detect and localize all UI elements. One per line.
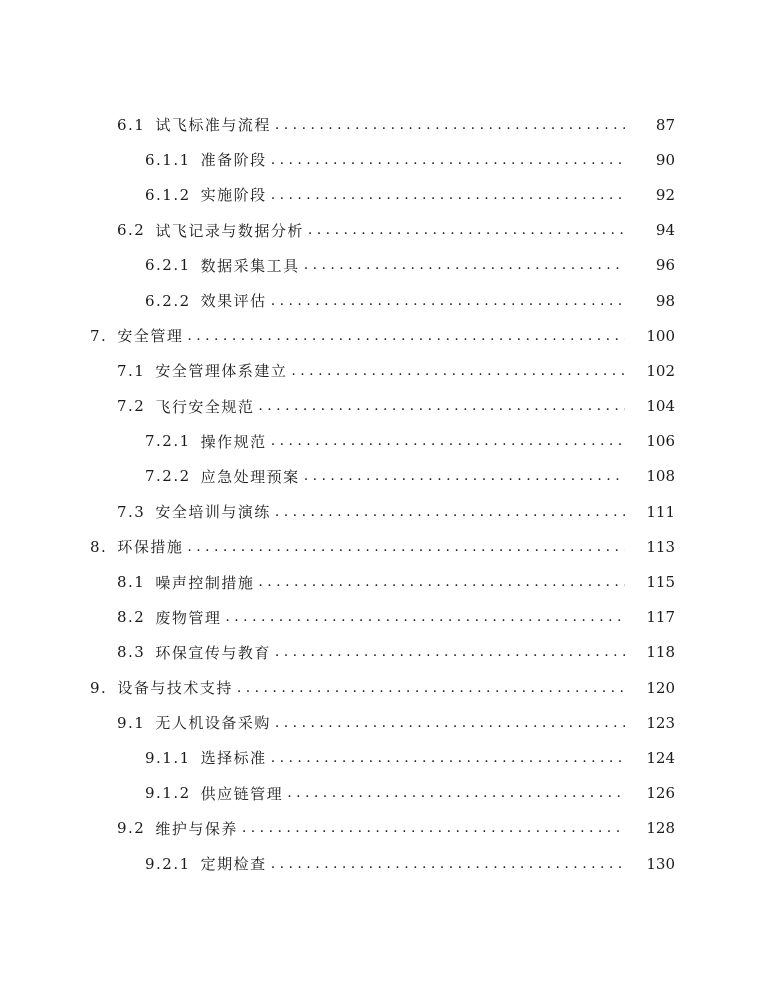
toc-entry-title: 数据采集工具 — [200, 256, 300, 275]
dot-leader — [275, 715, 625, 731]
toc-entry[interactable] — [0, 776, 765, 811]
toc-page-number: 104 — [646, 397, 675, 416]
toc-page-number: 90 — [655, 150, 675, 169]
toc-page-number: 115 — [646, 573, 675, 592]
toc-page-number: 87 — [655, 115, 675, 134]
toc-page-number: 111 — [646, 502, 675, 521]
toc-entry-title: 设备与技术支持 — [117, 679, 233, 698]
dot-leader — [258, 574, 625, 590]
toc-entry-number: 9.2.1 — [145, 854, 191, 873]
toc-entry-title: 定期检查 — [200, 855, 267, 874]
toc-entry-number: 6.2.2 — [145, 291, 191, 310]
dot-leader — [271, 750, 625, 766]
toc-entry-number: 6.1.2 — [145, 185, 191, 204]
toc-entry-title: 噪声控制措施 — [155, 573, 255, 592]
dot-leader — [271, 152, 625, 168]
dot-leader — [291, 363, 625, 379]
toc-entry-number: 7.2 — [117, 397, 146, 416]
toc-page-number: 108 — [646, 467, 675, 486]
dot-leader — [225, 609, 625, 625]
toc-entry-number: 7.2.2 — [145, 467, 191, 486]
toc-page-number: 92 — [655, 185, 675, 204]
toc-entry-title: 实施阶段 — [200, 186, 267, 205]
toc-entry-title: 效果评估 — [200, 292, 267, 311]
toc-entry-title: 安全管理体系建立 — [155, 362, 288, 381]
toc-entry-number: 8. — [90, 537, 108, 556]
dot-leader — [304, 468, 625, 484]
toc-entry-title: 试飞记录与数据分析 — [155, 221, 304, 240]
toc-entry-title: 试飞标准与流程 — [155, 116, 271, 135]
dot-leader — [304, 257, 625, 273]
toc-entry-number: 6.1.1 — [145, 150, 191, 169]
toc-entry-title: 飞行安全规范 — [155, 397, 255, 416]
toc-entry-title: 废物管理 — [155, 608, 222, 627]
toc-entry[interactable] — [0, 811, 765, 846]
dot-leader — [237, 680, 625, 696]
toc-entry-title: 应急处理预案 — [200, 467, 300, 486]
toc-entry-number: 9.1.1 — [145, 748, 191, 767]
toc-entry-number: 6.2 — [117, 221, 146, 240]
toc-entry-number: 8.1 — [117, 573, 146, 592]
toc-entry-number: 6.2.1 — [145, 256, 191, 275]
dot-leader — [275, 504, 625, 520]
dot-leader — [271, 293, 625, 309]
toc-entry[interactable] — [0, 529, 765, 564]
toc-entry-number: 7.2.1 — [145, 432, 191, 451]
toc-entry-number: 6.1 — [117, 115, 146, 134]
toc-entry[interactable] — [0, 705, 765, 740]
toc-entry[interactable] — [0, 353, 765, 388]
toc-entry-title: 供应链管理 — [200, 784, 284, 803]
toc-page-number: 102 — [646, 361, 675, 380]
toc-entry-number: 9. — [90, 678, 108, 697]
toc-entry-title: 无人机设备采购 — [155, 714, 271, 733]
dot-leader — [242, 820, 625, 836]
toc-entry[interactable] — [0, 846, 765, 881]
toc-page-number: 126 — [646, 784, 675, 803]
toc-entry-title: 安全管理 — [117, 327, 184, 346]
toc-entry-number: 8.3 — [117, 643, 146, 662]
toc-entry[interactable] — [0, 635, 765, 670]
toc-entry[interactable] — [0, 494, 765, 529]
toc-entry[interactable] — [0, 248, 765, 283]
toc-entry[interactable] — [0, 283, 765, 318]
table-of-contents — [0, 107, 765, 881]
toc-entry[interactable] — [0, 107, 765, 142]
toc-entry[interactable] — [0, 389, 765, 424]
toc-entry-number: 9.1 — [117, 713, 146, 732]
toc-entry[interactable] — [0, 670, 765, 705]
toc-entry[interactable] — [0, 459, 765, 494]
toc-entry[interactable] — [0, 318, 765, 353]
toc-entry-title: 操作规范 — [200, 432, 267, 451]
toc-page-number: 106 — [646, 432, 675, 451]
toc-entry-number: 7.1 — [117, 361, 146, 380]
toc-page-number: 130 — [646, 854, 675, 873]
toc-page-number: 113 — [646, 537, 675, 556]
dot-leader — [275, 117, 625, 133]
dot-leader — [275, 644, 625, 660]
toc-entry-number: 9.2 — [117, 819, 146, 838]
toc-page-number: 96 — [655, 256, 675, 275]
dot-leader — [258, 398, 625, 414]
dot-leader — [271, 187, 625, 203]
dot-leader — [308, 222, 625, 238]
toc-entry-number: 9.1.2 — [145, 784, 191, 803]
toc-page-number: 124 — [646, 748, 675, 767]
toc-entry-number: 8.2 — [117, 608, 146, 627]
toc-page-number: 128 — [646, 819, 675, 838]
toc-page-number: 123 — [646, 713, 675, 732]
toc-page-number: 117 — [646, 608, 675, 627]
toc-page-number: 94 — [655, 221, 675, 240]
dot-leader — [271, 433, 625, 449]
toc-entry[interactable] — [0, 213, 765, 248]
toc-entry[interactable] — [0, 600, 765, 635]
dot-leader — [187, 539, 625, 555]
toc-entry-title: 准备阶段 — [200, 151, 267, 170]
toc-page-number: 118 — [646, 643, 675, 662]
toc-entry[interactable] — [0, 740, 765, 775]
toc-entry-title: 环保措施 — [117, 538, 184, 557]
toc-entry[interactable] — [0, 142, 765, 177]
toc-entry-title: 环保宣传与教育 — [155, 643, 271, 662]
toc-entry-title: 选择标准 — [200, 749, 267, 768]
toc-entry[interactable] — [0, 177, 765, 212]
dot-leader — [287, 785, 625, 801]
toc-entry-number: 7.3 — [117, 502, 146, 521]
toc-page-number: 120 — [646, 678, 675, 697]
toc-entry[interactable] — [0, 564, 765, 599]
toc-entry-title: 维护与保养 — [155, 819, 238, 838]
toc-entry-title: 安全培训与演练 — [155, 503, 271, 522]
toc-page-number: 100 — [646, 326, 675, 345]
toc-entry-number: 7. — [90, 326, 108, 345]
toc-page-number: 98 — [655, 291, 675, 310]
dot-leader — [187, 328, 625, 344]
toc-entry[interactable] — [0, 424, 765, 459]
dot-leader — [271, 856, 625, 872]
